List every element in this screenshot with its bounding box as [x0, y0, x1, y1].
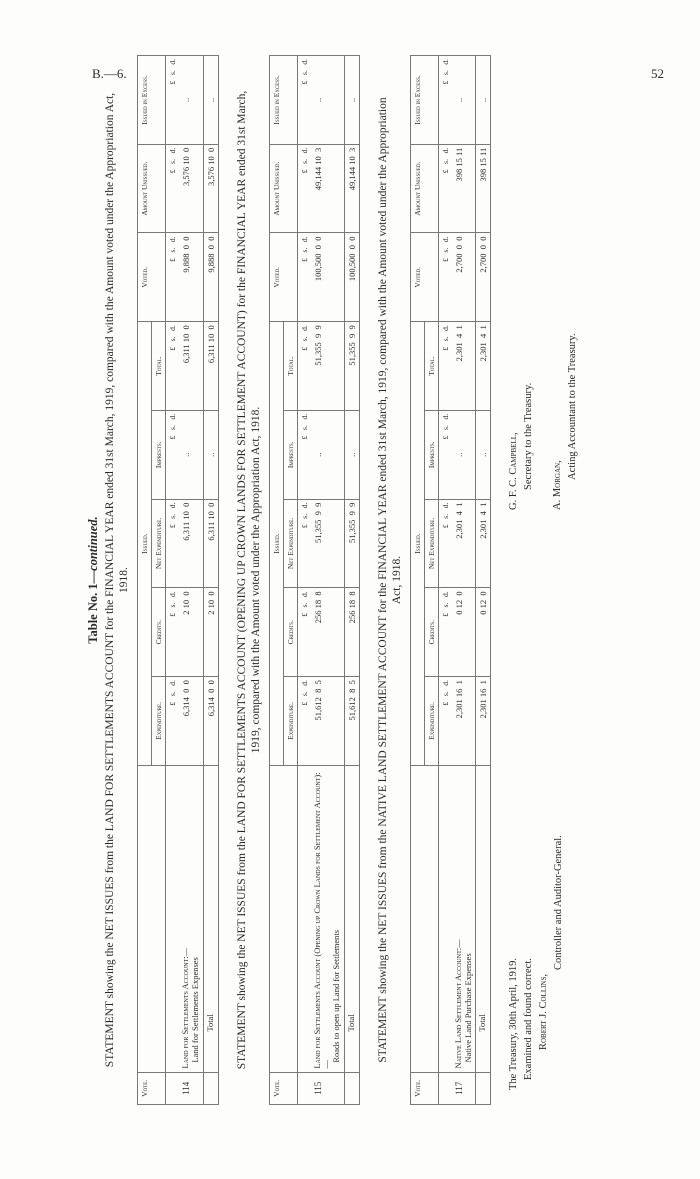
- total-net-expenditure: 6,311 10 0: [203, 499, 218, 588]
- row-description: [179, 765, 203, 1072]
- cell-amount-unissued: 3,576 10 0: [179, 144, 203, 233]
- cell-imprests: ..: [179, 410, 203, 499]
- total-amount-unissued: 49,144 10 3: [344, 144, 359, 233]
- total-imprests: ..: [344, 410, 359, 499]
- unit-label: £ s. d.: [297, 499, 311, 588]
- table-row: [311, 56, 345, 1105]
- col-issued-in-excess: Issued in Excess.: [410, 56, 438, 145]
- total-expenditure: 6,314 0 0: [203, 677, 218, 766]
- row-description: [311, 765, 345, 1072]
- item-name: Native Land Purchase Expenses: [462, 953, 473, 1063]
- col-voted: Voted.: [138, 233, 166, 322]
- cell-expenditure: 2,301 16 1: [452, 677, 476, 766]
- total-imprests: ..: [203, 410, 218, 499]
- unit-label: £ s. d.: [438, 677, 452, 766]
- cell-expenditure: 6,314 0 0: [179, 677, 203, 766]
- total-voted: 100,500 0 0: [344, 233, 359, 322]
- col-credits: Credits.: [424, 588, 438, 677]
- col-imprests: Imprests.: [283, 410, 297, 499]
- statement-title: STATEMENT showing the NET ISSUES from the LAND FOR SETTLEMENTS ACCOUNT for the FINANCIAL YEAR ended 31st March, 1919, compared with the Amount voted under the Appropriation Act, 1918.: [104, 92, 131, 1068]
- unit-label: £ s. d.: [297, 322, 311, 411]
- col-credits: Credits.: [283, 588, 297, 677]
- secretary-name: G. F. C. Campbell,: [508, 432, 520, 510]
- statement-block: [235, 50, 360, 1110]
- unit-label: £ s. d.: [297, 144, 311, 233]
- footer-date: The Treasury, 30th April, 1919.: [508, 957, 520, 1090]
- col-description: [269, 765, 297, 1072]
- col-amount-unissued: Amount Unissued.: [410, 144, 438, 233]
- auditor-title: Controller and Auditor-General.: [552, 835, 564, 970]
- total-expenditure: 51,612 8 5: [344, 677, 359, 766]
- unit-label: £ s. d.: [438, 499, 452, 588]
- signature-left: [507, 835, 566, 1090]
- total-row: [476, 56, 491, 1105]
- accountant-name: A. Morgan,: [551, 460, 563, 510]
- unit-label: £ s. d.: [438, 588, 452, 677]
- unit-label: £ s. d.: [166, 56, 180, 145]
- cell-voted: 9,888 0 0: [179, 233, 203, 322]
- total-label: Total: [203, 765, 218, 1072]
- col-vote: Vote.: [269, 1072, 297, 1104]
- statement-table: [137, 55, 219, 1105]
- total-credits: 256 18 8: [344, 588, 359, 677]
- units-row: [438, 56, 452, 1105]
- item-name: Roads to open up Land for Settlements: [331, 929, 342, 1063]
- total-total: 2,301 4 1: [476, 322, 491, 411]
- total-label: Total: [344, 765, 359, 1072]
- table-caption: [86, 50, 101, 1110]
- col-imprests: Imprests.: [424, 410, 438, 499]
- cell-voted: 2,700 0 0: [452, 233, 476, 322]
- auditor-name: Robert J. Collins,: [537, 973, 549, 1050]
- statement-table: [410, 55, 492, 1105]
- total-voted: 2,700 0 0: [476, 233, 491, 322]
- unit-label: £ s. d.: [166, 410, 180, 499]
- total-row: [203, 56, 218, 1105]
- col-credits: Credits.: [152, 588, 166, 677]
- col-issued-in-excess: Issued in Excess.: [269, 56, 297, 145]
- cell-net-expenditure: 6,311 10 0: [179, 499, 203, 588]
- signature-right: [507, 333, 580, 510]
- cell-amount-unissued: 49,144 10 3: [311, 144, 345, 233]
- col-vote: Vote.: [138, 1072, 166, 1104]
- col-expenditure: Expenditure.: [283, 677, 297, 766]
- units-row: [166, 56, 180, 1105]
- cell-issued-in-excess: ..: [452, 56, 476, 145]
- total-row: [344, 56, 359, 1105]
- col-issued: Issued.: [269, 322, 283, 766]
- total-net-expenditure: 51,355 9 9: [344, 499, 359, 588]
- cell-imprests: ..: [452, 410, 476, 499]
- cell-total: 51,355 9 9: [311, 322, 345, 411]
- total-total: 51,355 9 9: [344, 322, 359, 411]
- unit-label: £ s. d.: [166, 144, 180, 233]
- cell-net-expenditure: 2,301 4 1: [452, 499, 476, 588]
- col-description: [410, 765, 438, 1072]
- col-voted: Voted.: [410, 233, 438, 322]
- col-amount-unissued: Amount Unissued.: [138, 144, 166, 233]
- total-issued-in-excess: ..: [203, 56, 218, 145]
- cell-credits: 256 18 8: [311, 588, 345, 677]
- col-net-expenditure: Net Expenditure.: [152, 499, 166, 588]
- col-imprests: Imprests.: [152, 410, 166, 499]
- unit-label: £ s. d.: [166, 588, 180, 677]
- col-net-expenditure: Net Expenditure.: [283, 499, 297, 588]
- total-credits: 2 10 0: [203, 588, 218, 677]
- cell-issued-in-excess: ..: [179, 56, 203, 145]
- cell-total: 2,301 4 1: [452, 322, 476, 411]
- statement-table: [269, 55, 360, 1105]
- unit-label: £ s. d.: [297, 56, 311, 145]
- unit-label: £ s. d.: [438, 410, 452, 499]
- col-expenditure: Expenditure.: [424, 677, 438, 766]
- vote-number: 114: [179, 1072, 203, 1104]
- col-voted: Voted.: [269, 233, 297, 322]
- vote-number: 115: [311, 1072, 345, 1104]
- total-expenditure: 2,301 16 1: [476, 677, 491, 766]
- col-total: Total.: [283, 322, 297, 411]
- unit-label: £ s. d.: [166, 233, 180, 322]
- cell-total: 6,311 10 0: [179, 322, 203, 411]
- statement-title: STATEMENT showing the NET ISSUES from the LAND FOR SETTLEMENTS ACCOUNT (OPENING UP CROWN LANDS FOR SETTLEMENT ACCOUNT) for the FINANCIAL YEAR ended 31st March, 1919, compared with the Amount voted under the Appropriation Act, 1918.: [235, 90, 262, 1070]
- col-expenditure: Expenditure.: [152, 677, 166, 766]
- account-name: Native Land Settlement Account:—: [452, 939, 463, 1069]
- cell-voted: 100,500 0 0: [311, 233, 345, 322]
- total-amount-unissued: 3,576 10 0: [203, 144, 218, 233]
- total-issued-in-excess: ..: [344, 56, 359, 145]
- col-amount-unissued: Amount Unissued.: [269, 144, 297, 233]
- statements: [103, 50, 491, 1110]
- cell-credits: 0 12 0: [452, 588, 476, 677]
- unit-label: £ s. d.: [297, 233, 311, 322]
- unit-label: £ s. d.: [166, 499, 180, 588]
- statement-block: [376, 50, 492, 1110]
- col-issued-in-excess: Issued in Excess.: [138, 56, 166, 145]
- cell-net-expenditure: 51,355 9 9: [311, 499, 345, 588]
- cell-expenditure: 51,612 8 5: [311, 677, 345, 766]
- vote-number: 117: [452, 1072, 476, 1104]
- unit-label: £ s. d.: [438, 322, 452, 411]
- signatures: [507, 50, 577, 1110]
- col-description: [138, 765, 166, 1072]
- row-description: [452, 765, 476, 1072]
- col-total: Total.: [152, 322, 166, 411]
- unit-label: £ s. d.: [166, 322, 180, 411]
- col-vote: Vote.: [410, 1072, 438, 1104]
- total-imprests: ..: [476, 410, 491, 499]
- total-amount-unissued: 398 15 11: [476, 144, 491, 233]
- unit-label: £ s. d.: [297, 410, 311, 499]
- total-voted: 9,888 0 0: [203, 233, 218, 322]
- caption-main: Table No. 1: [86, 583, 100, 644]
- table-row: [179, 56, 203, 1105]
- cell-credits: 2 10 0: [179, 588, 203, 677]
- unit-label: £ s. d.: [297, 588, 311, 677]
- total-net-expenditure: 2,301 4 1: [476, 499, 491, 588]
- account-name: Land for Settlements Account:—: [180, 947, 191, 1069]
- page-code: B.—6.: [92, 66, 127, 81]
- unit-label: £ s. d.: [438, 144, 452, 233]
- account-name: Land for Settlements Account (Opening up Crown Lands for Settlement Account):—: [311, 772, 332, 1069]
- item-name: Land for Settlements Expenses: [189, 957, 200, 1063]
- col-net-expenditure: Net Expenditure.: [424, 499, 438, 588]
- unit-label: £ s. d.: [297, 677, 311, 766]
- secretary-title: Secretary to the Treasury.: [523, 382, 535, 490]
- cell-imprests: ..: [311, 410, 345, 499]
- total-credits: 0 12 0: [476, 588, 491, 677]
- page-number: 52: [651, 66, 664, 81]
- rotated-page-content: [86, 50, 646, 1110]
- col-issued: Issued.: [410, 322, 424, 766]
- unit-label: £ s. d.: [166, 677, 180, 766]
- cell-issued-in-excess: ..: [311, 56, 345, 145]
- table-row: [452, 56, 476, 1105]
- units-row: [297, 56, 311, 1105]
- accountant-title: Acting Accountant to the Treasury.: [566, 333, 578, 480]
- statement-title: STATEMENT showing the NET ISSUES from the NATIVE LAND SETTLEMENT ACCOUNT for the FINANCIAL YEAR ended 31st March, 1919, compared with the Amount voted under the Appropriation Act, 1918.: [376, 97, 403, 1063]
- col-total: Total.: [424, 322, 438, 411]
- unit-label: £ s. d.: [438, 233, 452, 322]
- footer-examined: Examined and found correct.: [523, 958, 535, 1080]
- unit-label: £ s. d.: [438, 56, 452, 145]
- col-issued: Issued.: [138, 322, 152, 766]
- cell-amount-unissued: 398 15 11: [452, 144, 476, 233]
- total-label: Total: [476, 765, 491, 1072]
- statement-block: [103, 50, 219, 1110]
- total-issued-in-excess: ..: [476, 56, 491, 145]
- caption-sub: —continued.: [86, 516, 100, 584]
- total-total: 6,311 10 0: [203, 322, 218, 411]
